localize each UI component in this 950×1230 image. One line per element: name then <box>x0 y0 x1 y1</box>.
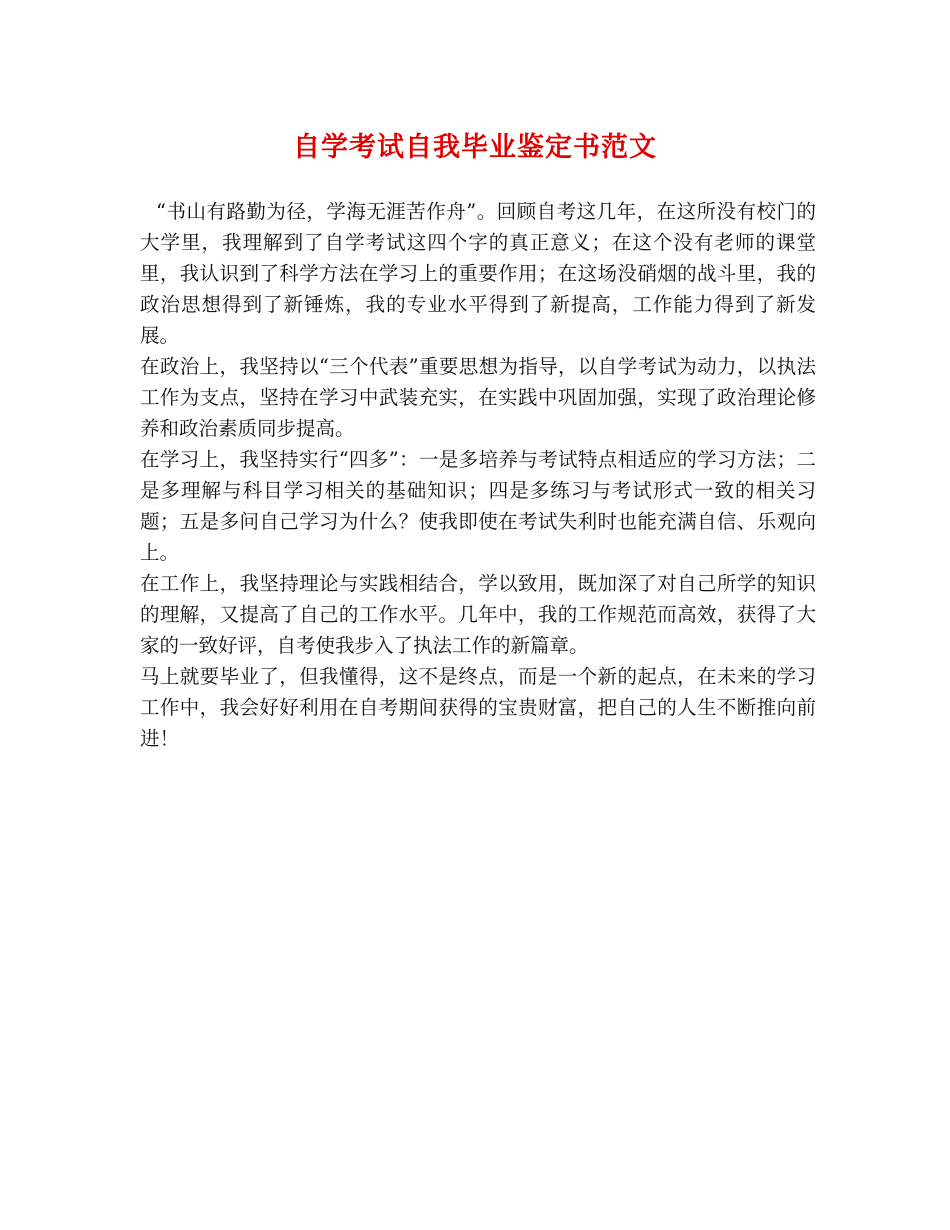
paragraph-conclusion: 马上就要毕业了，但我懂得，这不是终点，而是一个新的起点，在未来的学习工作中，我会好好利用在自考期间获得的宝贵财富，把自己的人生不断推向前进！ <box>140 665 816 750</box>
paragraph-work: 在工作上，我坚持理论与实践相结合，学以致用，既加深了对自己所学的知识的理解，又提高了自己的工作水平。几年中，我的工作规范而高效，获得了大家的一致好评，自考使我步入了执法工作的新篇章。 <box>140 572 816 657</box>
paragraph-study: 在学习上，我坚持实行“四多”：一是多培养与考试特点相适应的学习方法；二是多理解与科目学习相关的基础知识；四是多练习与考试形式一致的相关习题；五是多问自己学习为什么？使我即使在考试失利时也能充满自信、乐观向上。 <box>140 448 816 564</box>
paragraph-politics: 在政治上，我坚持以“三个代表”重要思想为指导，以自学考试为动力，以执法工作为支点，坚持在学习中武装充实，在实践中巩固加强，实现了政治理论修养和政治素质同步提高。 <box>140 355 816 440</box>
document-title: 自学考试自我毕业鉴定书范文 <box>293 132 657 163</box>
paragraph-intro: “书山有路勤为径，学海无涯苦作舟”。回顾自考这几年，在这所没有校门的大学里，我理解到了自学考试这四个字的真正意义；在这个没有老师的课堂里，我认识到了科学方法在学习上的重要作用；在这场没硝烟的战斗里，我的政治思想得到了新锤炼，我的专业水平得到了新提高，工作能力得到了新发展。 <box>140 200 816 347</box>
document-body <box>140 196 816 754</box>
